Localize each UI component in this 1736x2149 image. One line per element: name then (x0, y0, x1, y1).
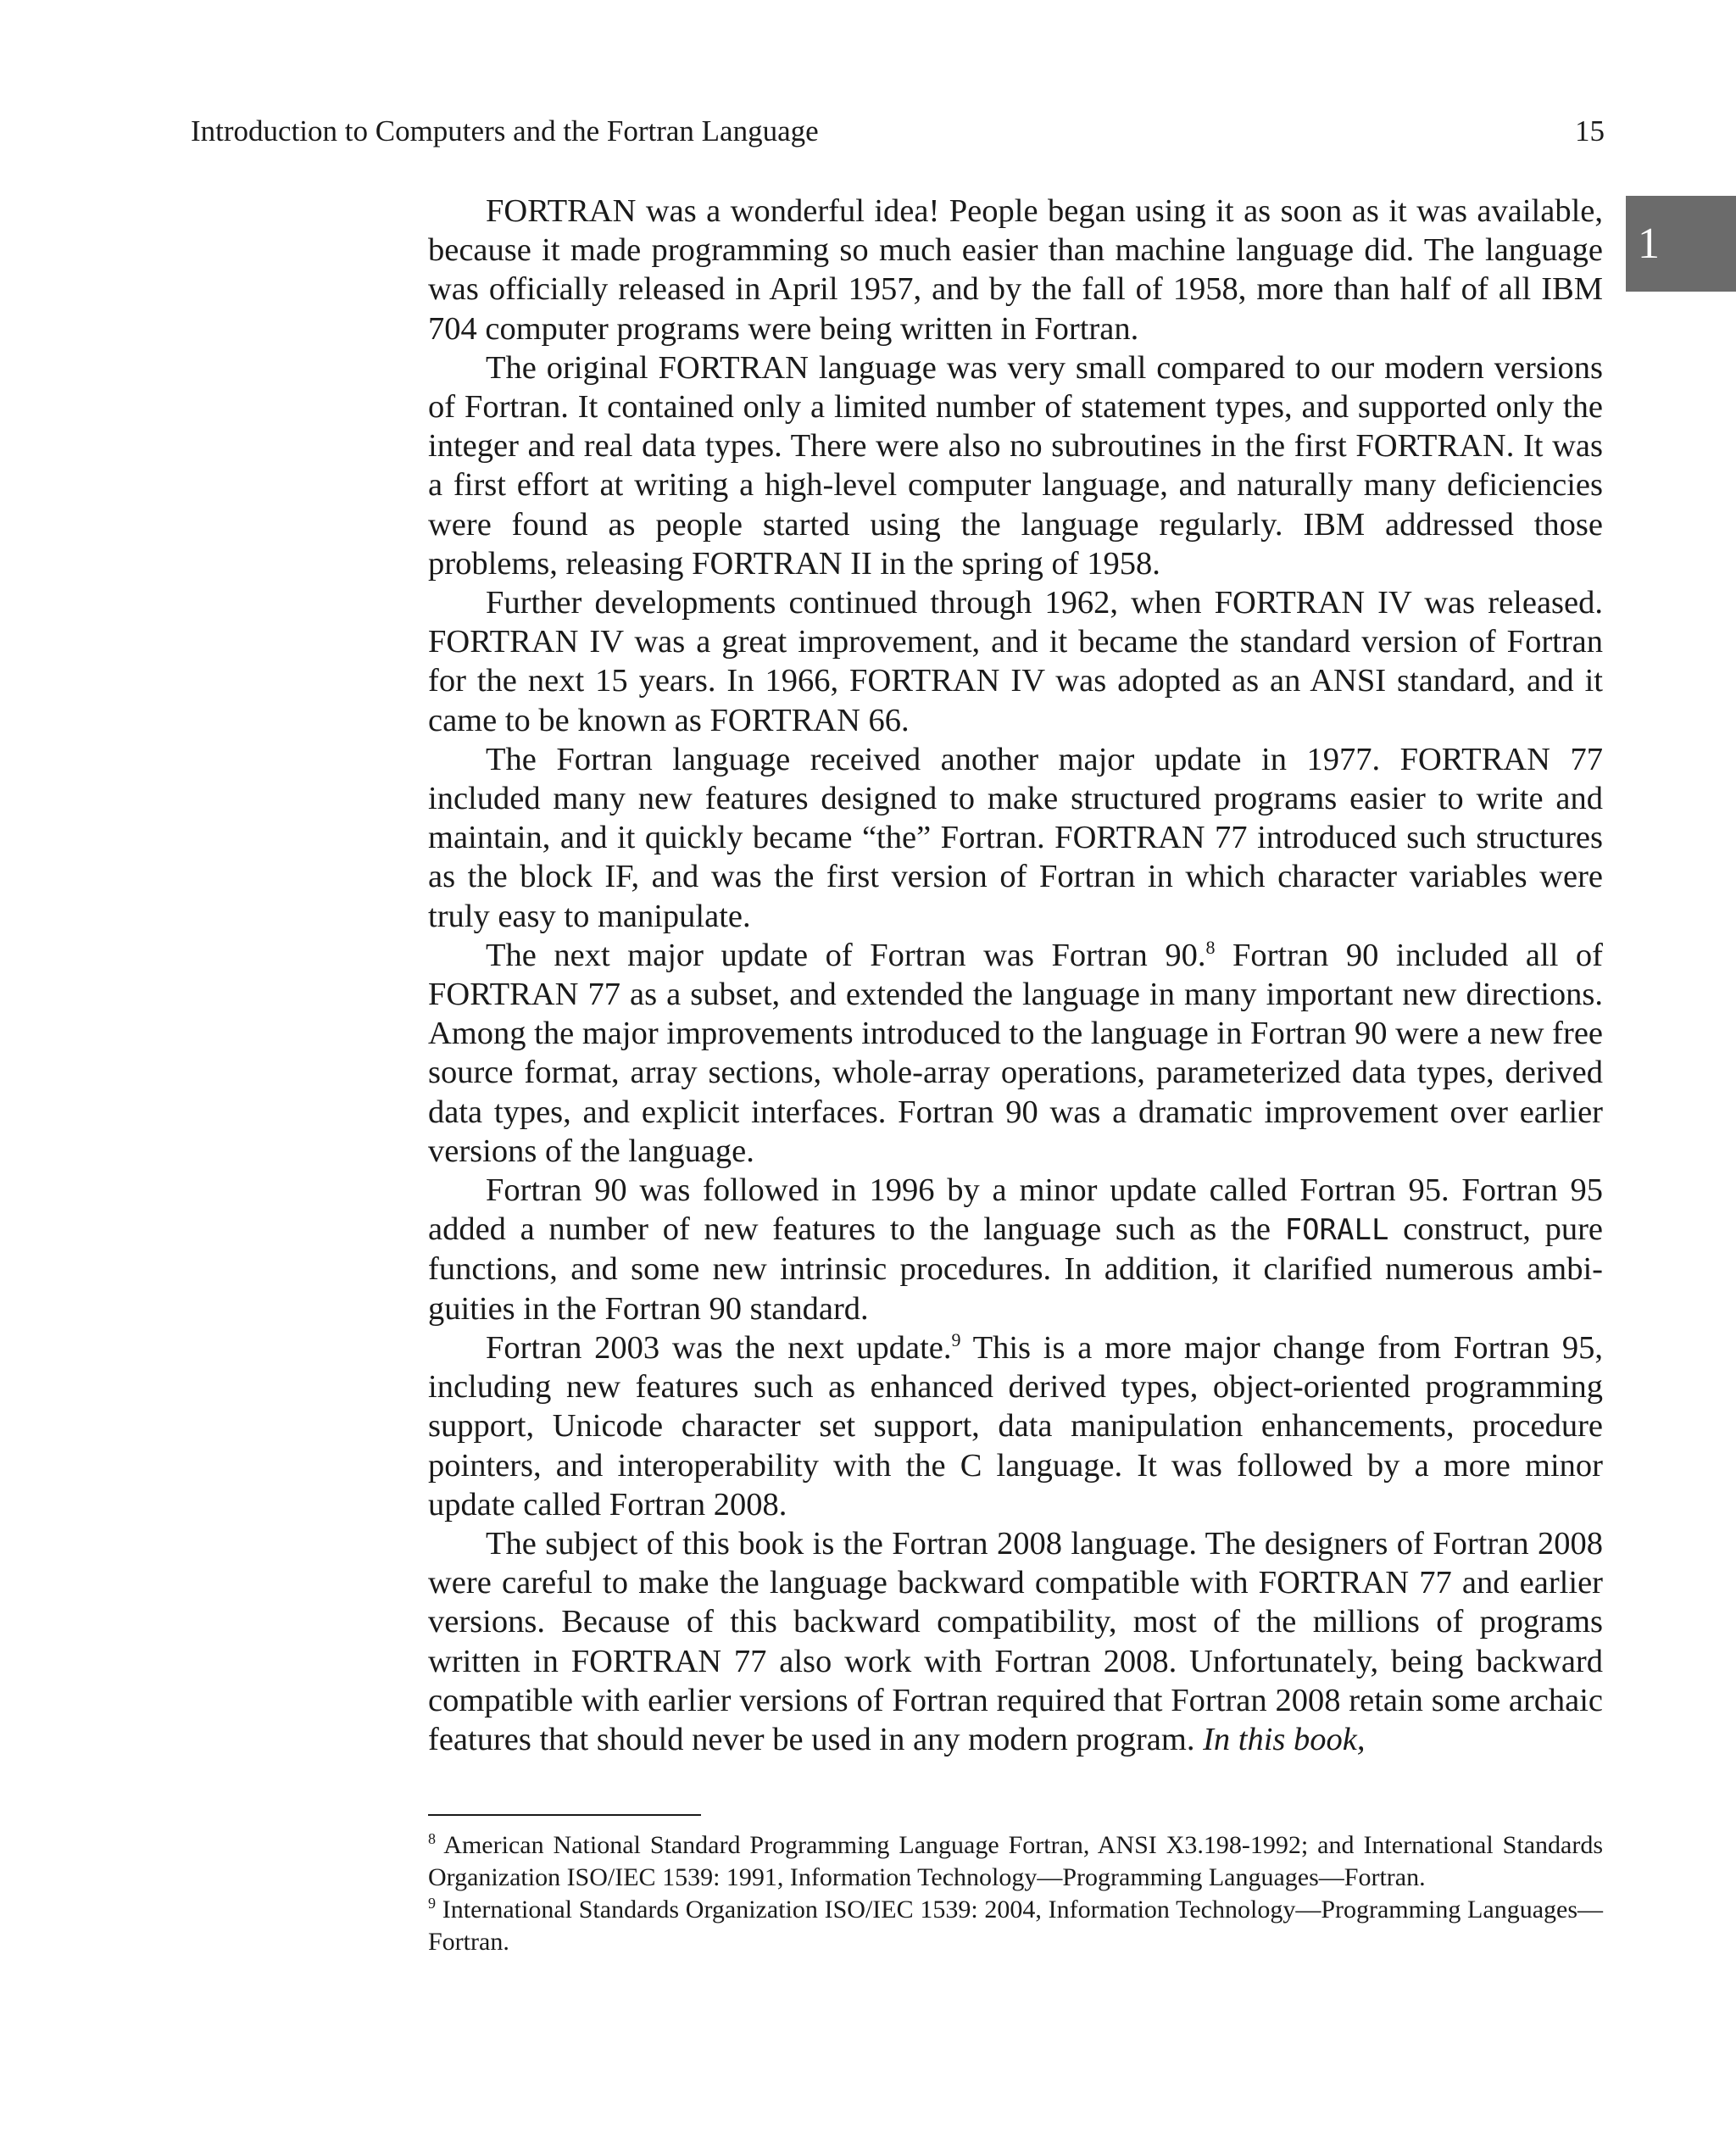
footnote-reference: 9 (951, 1328, 961, 1350)
paragraph-text: Further developments continued through 1962, when FORTRAN IV was released. FORTRAN IV was a great improvement, and it became the standard version of Fortran for the next 15 years. In 1966, FORTRAN IV was adopted as an ANSI standard, and it came to be known as FORTRAN 66. (428, 585, 1603, 738)
paragraph-text: The original FORTRAN language was very small compared to our modern versions of Fortran. It contained only a limited number of statement types, and supported only the integer and real data types. There were also no subroutines in the first FORTRAN. It was a first effort at writing a high-level computer language, and naturally many deficiencies were found as people started using the language regularly. IBM addressed those problems, releasing FORTRAN II in the spring of 1958. (428, 349, 1603, 582)
paragraph (428, 1524, 1603, 1759)
paragraph (428, 1171, 1603, 1328)
paragraph (428, 192, 1603, 348)
footnote (428, 1829, 1603, 1894)
emphasis-text: In this book, (1203, 1721, 1366, 1757)
page-number: 15 (1575, 114, 1605, 148)
chapter-tab: 1 (1626, 196, 1736, 292)
paragraph-text: The Fortran language received another major update in 1977. FORTRAN 77 included many new features designed to make structured programs easier to write and maintain, and it quickly became “the” Fortran. FORTRAN 77 introduced such structures as the block IF, and was the first version of Fortran in which character variables were truly easy to manipulate. (428, 741, 1603, 934)
paragraph-text: FORTRAN was a wonderful idea! People began using it as soon as it was available, because it made programming so much easier than machine language did. The language was officially released in April 1957, and by the fall of 1958, more than half of all IBM 704 computer programs were being written in Fortran. (428, 193, 1603, 347)
paragraph-text: This is a more major change from Fortran 95, including new features such as enhanced derived types, object-oriented programming support, Unicode character set support, data manipulation enhancements, procedure pointers, and interoperability with the C language. It was followed by a more minor update called Fortran 2008. (428, 1329, 1604, 1523)
paragraph-text: Fortran 90 was followed in 1996 by a minor update called Fortran 95. Fortran 95 added a number of new features to the language such as the (428, 1172, 1603, 1248)
paragraph (428, 348, 1603, 583)
paragraph-text: The next major update of Fortran was Fortran 90. (486, 937, 1206, 973)
footnotes (428, 1829, 1603, 1958)
footnote-text: International Standards Organization ISO/IEC 1539: 2004, Information Technology—Programming Languages—Fortran. (428, 1896, 1603, 1956)
paragraph-text: construct, pure functions, and some new intrinsic procedures. In addition, it clarified numerous ambiguities in the Fortran 90 standard. (428, 1211, 1603, 1327)
paragraph (428, 583, 1603, 740)
paragraph-text: Fortran 90 included all of FORTRAN 77 as a subset, and extended the language in many important new directions. Among the major improvements introduced to the language in Fortran 90 were a new free source format, array sections, whole-array operations, parameterized data types, derived data types, and explicit interfaces. Fortran 90 was a dramatic improvement over earlier versions of the language. (428, 937, 1603, 1169)
body-text (428, 192, 1603, 1759)
footnote-marker: 9 (428, 1895, 436, 1912)
paragraph-text: Fortran 2003 was the next update. (486, 1329, 952, 1366)
running-head (191, 110, 1605, 153)
footnote-reference: 8 (1205, 936, 1216, 958)
footnote (428, 1894, 1603, 1958)
code-keyword: FORALL (1284, 1213, 1389, 1248)
paragraph (428, 936, 1603, 1171)
footnote-marker: 8 (428, 1830, 436, 1847)
running-head-title: Introduction to Computers and the Fortran Language (191, 114, 819, 148)
paragraph (428, 740, 1603, 936)
footnote-text: American National Standard Programming Language Fortran, ANSI X3.198-1992; and International Standards Organization ISO/IEC 1539: 1991, Information Technology—Programming Languages—Fortran. (428, 1831, 1603, 1891)
footnote-divider (428, 1814, 701, 1816)
paragraph (428, 1328, 1603, 1524)
paragraph-text: The subject of this book is the Fortran 2008 language. The designers of Fortran 2008 were careful to make the language backward compatible with FORTRAN 77 and earlier versions. Because of this backward compatibility, most of the millions of programs written in FORTRAN 77 also work with Fortran 2008. Unfortunately, being backward compatible with earlier versions of Fortran required that Fortran 2008 retain some archaic features that should never be used in any modern program. (428, 1525, 1603, 1757)
